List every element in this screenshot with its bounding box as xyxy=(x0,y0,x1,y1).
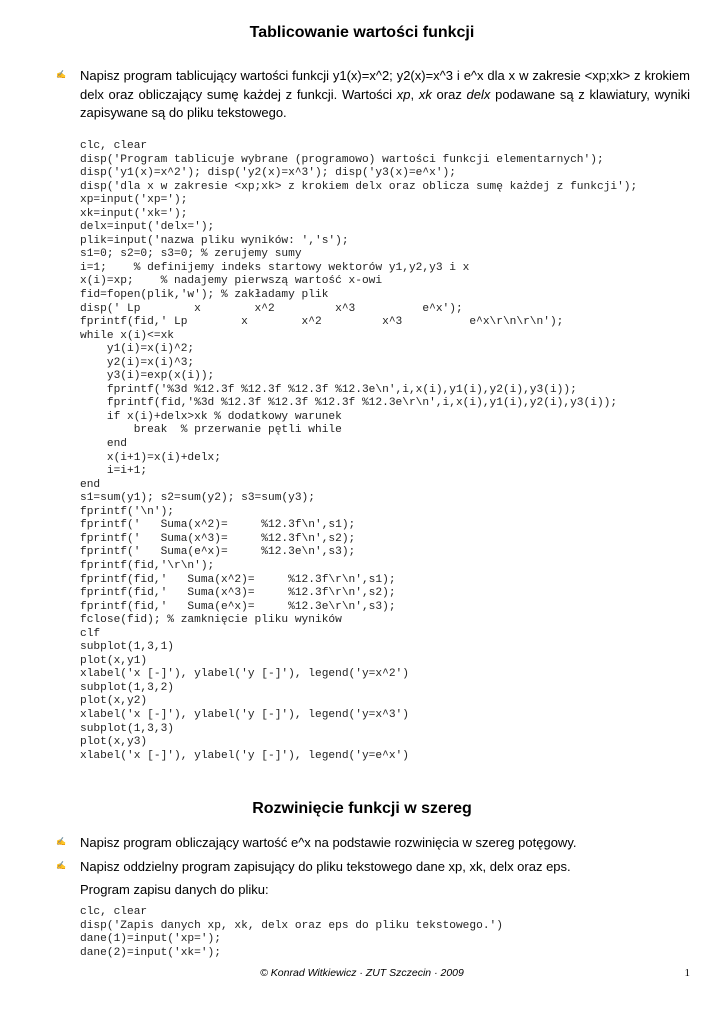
pencil-icon: ✍ xyxy=(56,70,66,79)
task-text: Napisz oddzielny program zapisujący do pliku tekstowego dane xp, xk, delx oraz eps. xyxy=(80,859,571,874)
footer-copyright: © Konrad Witkiewicz · ZUT Szczecin · 2009 xyxy=(260,967,464,979)
section-title-tablicowanie: Tablicowanie wartości funkcji xyxy=(249,24,475,41)
code-block-zapis-danych: clc, clear disp('Zapis danych xp, xk, delx oraz eps do pliku tekstowego.') dane(1)=input('xp='); dane(2)=input('xk='); xyxy=(80,906,503,959)
task-item-zapis-danych xyxy=(56,858,690,877)
page-number: 1 xyxy=(684,967,690,979)
pencil-icon: ✍ xyxy=(56,837,66,846)
task-item-szereg xyxy=(56,834,690,853)
task-text: Napisz program obliczający wartość e^x na podstawie rozwinięcia w szereg potęgowy. xyxy=(80,835,577,850)
section-title-rozwiniecie: Rozwinięcie funkcji w szereg xyxy=(252,800,472,817)
subheading-program-zapisu: Program zapisu danych do pliku: xyxy=(80,882,269,897)
task-text: Napisz program tablicujący wartości funkcji y1(x)=x^2; y2(x)=x^3 i e^x dla x w zakresie <xp;xk> z krokiem delx oraz obliczający sumę każdej z funkcji. Wartości xp, xk oraz delx podawane są z klawiatury, wyniki zapisywane są do pliku tekstowego. xyxy=(80,68,690,120)
task-item-tablicowanie xyxy=(56,67,690,123)
code-block-tablicowanie: clc, clear disp('Program tablicuje wybrane (programowo) wartości funkcji elementarnych'); disp('y1(x)=x^2'); disp('y2(x)=x^3'); disp('y3(x)=e^x'); disp('dla x w zakresie <xp;xk> z krokiem delx oraz oblicza sumę każdej z funkcji'); xp=input('xp='); xk=input('xk='); delx=input('delx='); plik=input('nazwa pliku wyników: ','s'); s1=0; s2=0; s3=0; % zerujemy sumy i=1; % definijemy indeks startowy wektorów y1,y2,y3 i x x(i)=xp; % nadajemy pierwszą wartość x-owi fid=fopen(plik,'w'); % zakładamy plik disp(' Lp x x^2 x^3 e^x'); fprintf(fid,' Lp x x^2 x^3 e^x\r\n\r\n'); while x(i)<=xk y1(i)=x(i)^2; y2(i)=x(i)^3; y3(i)=exp(x(i)); fprintf('%3d %12.3f %12.3f %12.3f %12.3e\n',i,x(i),y1(i),y2(i),y3(i)); fprintf(fid,'%3d %12.3f %12.3f %12.3f %12.3e\r\n',i,x(i),y1(i),y2(i),y3(i)); if x(i)+delx>xk % dodatkowy warunek break % przerwanie pętli while end x(i+1)=x(i)+delx; i=i+1; end s1=sum(y1); s2=sum(y2); s3=sum(y3); fprintf('\n'); fprintf(' Suma(x^2)= %12.3f\n',s1); fprintf(' Suma(x^3)= %12.3f\n',s2); fprintf(' Suma(e^x)= %12.3e\n',s3); fprintf(fid,'\r\n'); fprintf(fid,' Suma(x^2)= %12.3f\r\n',s1); fprintf(fid,' Suma(x^3)= %12.3f\r\n',s2); fprintf(fid,' Suma(e^x)= %12.3e\r\n',s3); fclose(fid); % zamknięcie pliku wyników clf subplot(1,3,1) plot(x,y1) xlabel('x [-]'), ylabel('y [-]'), legend('y=x^2') subplot(1,3,2) plot(x,y2) xlabel('x [-]'), ylabel('y [-]'), legend('y=x^3') subplot(1,3,3) plot(x,y3) xlabel('x [-]'), ylabel('y [-]'), legend('y=e^x') xyxy=(80,140,638,762)
pencil-icon: ✍ xyxy=(56,861,66,870)
